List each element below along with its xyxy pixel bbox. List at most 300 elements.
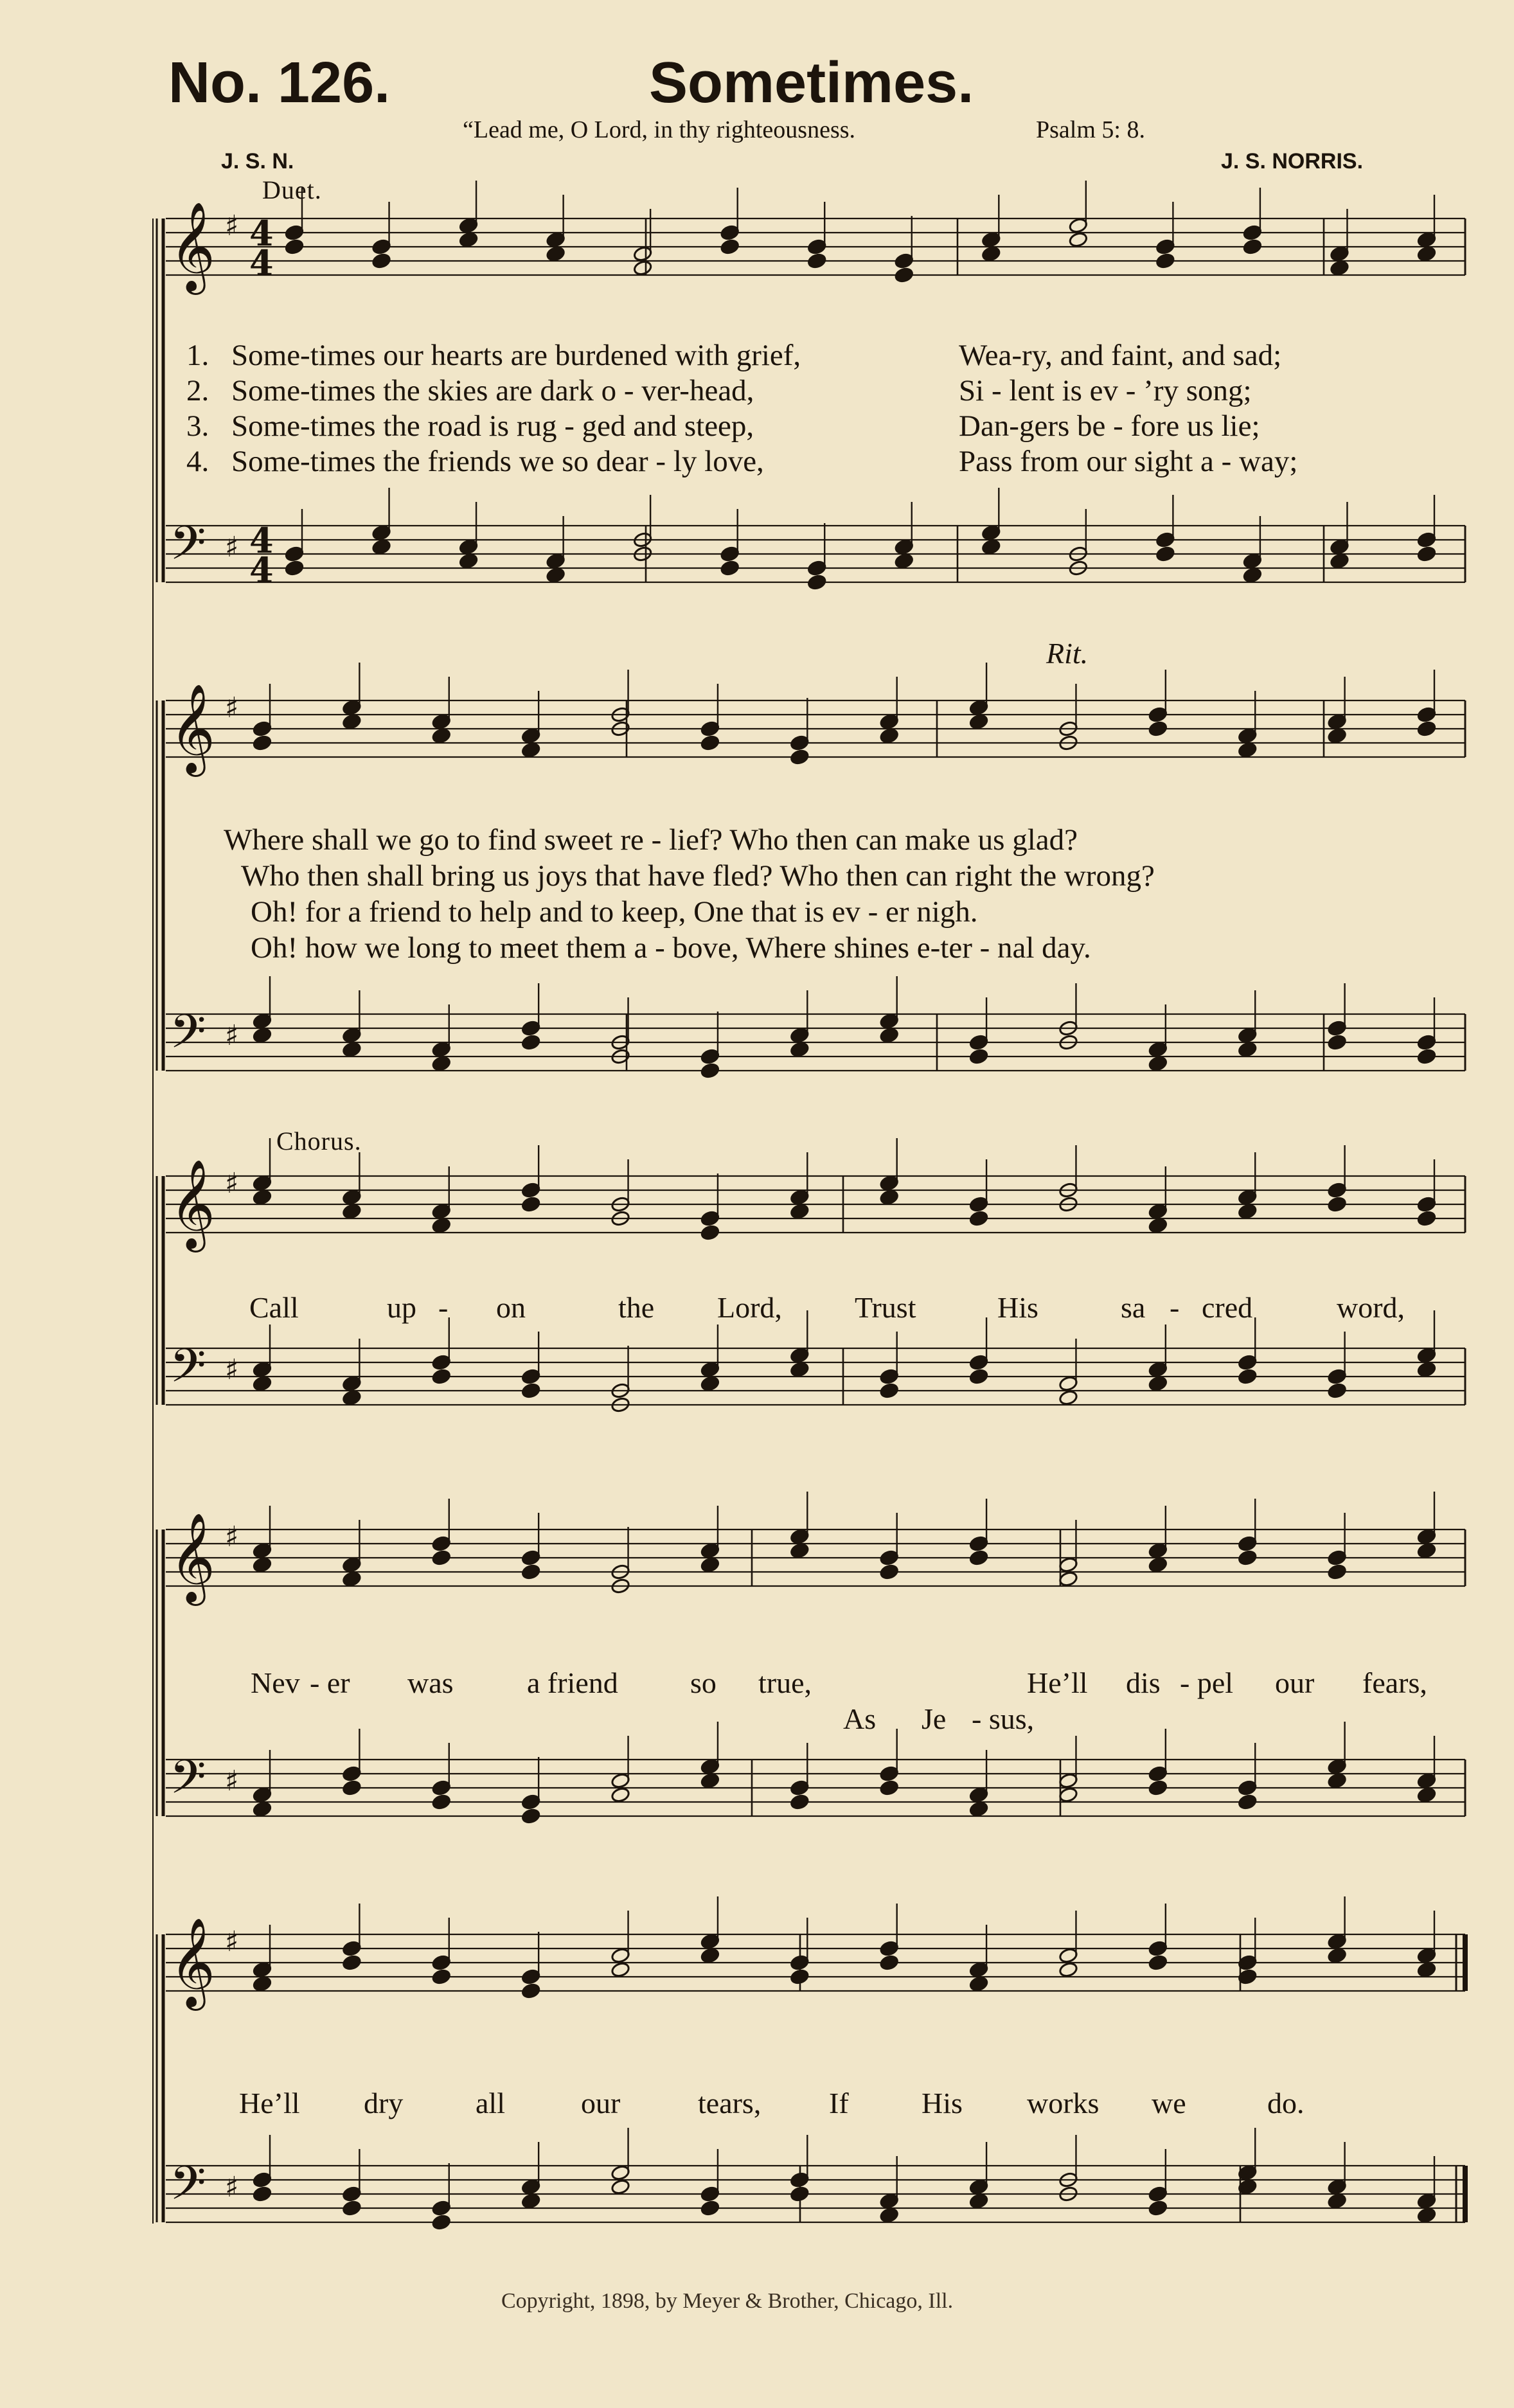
note-head <box>546 567 566 584</box>
note-head <box>700 1361 720 1378</box>
lyric-word: His <box>997 1291 1038 1324</box>
note-head <box>633 260 653 276</box>
note-head <box>253 1787 272 1803</box>
note-head <box>1327 1034 1347 1051</box>
note-head <box>371 238 391 255</box>
note-head <box>1148 1940 1168 1957</box>
note-head <box>1417 2207 1437 2224</box>
note-head <box>1327 1933 1347 1950</box>
note-head <box>807 574 827 591</box>
key-sharp-icon: ♯ <box>225 691 239 724</box>
note-head <box>431 713 451 730</box>
note-head <box>894 539 914 555</box>
note-head <box>1148 1779 1168 1796</box>
note-head <box>969 713 989 730</box>
note-head <box>1243 553 1263 569</box>
note-head <box>459 539 479 555</box>
note-head <box>969 1961 989 1978</box>
note-head <box>1417 1947 1437 1964</box>
note-head <box>431 2214 451 2231</box>
note-head <box>285 238 305 255</box>
note-head <box>1417 245 1437 262</box>
note-head <box>1417 706 1437 723</box>
note-head <box>969 1034 989 1051</box>
note-head <box>610 1947 630 1964</box>
note-head <box>1148 1041 1168 1058</box>
chorus-mark: Chorus. <box>276 1127 362 1155</box>
note-head <box>894 253 914 269</box>
lyric-word: dry <box>364 2087 404 2119</box>
treble-clef-icon: 𝄞 <box>170 1918 215 2007</box>
treble-clef-icon: 𝄞 <box>170 202 215 291</box>
note-head <box>1058 1947 1078 1964</box>
note-head <box>790 1794 810 1810</box>
note-head <box>1417 720 1437 737</box>
note-head <box>521 742 541 758</box>
lyric-word: all <box>476 2087 505 2119</box>
note-head <box>790 1041 810 1058</box>
note-head <box>1327 713 1347 730</box>
note-head <box>1238 1203 1258 1220</box>
lyric-word: Call <box>249 1291 299 1324</box>
scripture-text: “Lead me, O Lord, in thy righteousness. <box>463 116 856 143</box>
verse-line: Si - lent is ev - ’ry song; <box>959 374 1252 407</box>
refrain-line: Oh! for a friend to help and to keep, One that is ev - er nigh. <box>251 895 978 929</box>
note-head <box>790 1203 810 1220</box>
note-head <box>431 2200 451 2216</box>
lyric-word: do. <box>1267 2087 1305 2119</box>
lyric-word: cred <box>1202 1291 1253 1324</box>
note-head <box>720 546 740 562</box>
verse-number: 2. <box>186 374 209 407</box>
note-head <box>1058 1375 1078 1392</box>
note-head <box>700 1224 720 1241</box>
note-head <box>1058 1389 1078 1406</box>
verse-line: Wea-ry, and faint, and sad; <box>959 339 1282 372</box>
note-head <box>879 1564 899 1580</box>
note-head <box>1238 1027 1258 1044</box>
note-head <box>253 1189 272 1206</box>
note-head <box>1243 224 1263 241</box>
note-head <box>521 1564 541 1580</box>
note-head <box>521 1196 541 1213</box>
note-head <box>1058 1772 1078 1789</box>
note-head <box>879 1779 899 1796</box>
note-head <box>879 1765 899 1782</box>
note-head <box>1327 1947 1347 1964</box>
lyric-word: was <box>407 1666 454 1699</box>
note-head <box>879 1549 899 1566</box>
lyric-word: the <box>618 1291 655 1324</box>
note-head <box>342 1375 362 1392</box>
note-head <box>1069 217 1089 234</box>
note-head <box>253 735 272 751</box>
lyric-word: word, <box>1337 1291 1405 1324</box>
note-head <box>1058 1787 1078 1803</box>
note-head <box>790 735 810 751</box>
refrain-line: Who then shall bring us joys that have fled? Who then can right the wrong? <box>241 859 1155 893</box>
lyric-word: He’ll <box>239 2087 300 2119</box>
key-sharp-icon: ♯ <box>225 1765 239 1797</box>
note-head <box>1327 2179 1347 2195</box>
note-head <box>879 727 899 744</box>
note-head <box>1238 1354 1258 1371</box>
note-head <box>969 1354 989 1371</box>
note-head <box>1238 742 1258 758</box>
lyric-word: If <box>829 2087 849 2119</box>
note-head <box>285 560 305 576</box>
note-head <box>790 1542 810 1559</box>
note-head <box>790 1347 810 1364</box>
verse-line: Some-times the skies are dark o - ver-head, <box>231 374 754 407</box>
note-head <box>342 1940 362 1957</box>
note-head <box>790 1968 810 1985</box>
lyric-word: - <box>438 1291 449 1324</box>
note-head <box>431 1535 451 1552</box>
note-head <box>342 1203 362 1220</box>
note-head <box>1238 727 1258 744</box>
note-head <box>253 1961 272 1978</box>
note-head <box>521 1808 541 1824</box>
lyric-word: our <box>1275 1666 1315 1699</box>
note-head <box>1148 1556 1168 1573</box>
note-head <box>790 1027 810 1044</box>
note-head <box>720 238 740 255</box>
verse-line: Dan-gers be - fore us lie; <box>959 409 1260 443</box>
note-head <box>253 1556 272 1573</box>
duet-mark: Duet. <box>262 175 322 204</box>
note-head <box>879 1189 899 1206</box>
note-head <box>1243 567 1263 584</box>
note-head <box>879 1954 899 1971</box>
note-head <box>253 1542 272 1559</box>
note-head <box>981 539 1001 555</box>
key-sharp-icon: ♯ <box>225 2171 239 2204</box>
note-head <box>342 1389 362 1406</box>
note-head <box>969 1975 989 1992</box>
time-signature-icon: 4 <box>249 520 274 561</box>
hymn-title: Sometimes. <box>649 51 974 115</box>
note-head <box>1148 1217 1168 1234</box>
note-head <box>969 1196 989 1213</box>
note-head <box>253 1175 272 1191</box>
copyright-notice: Copyright, 1898, by Meyer & Brother, Chicago, Ill. <box>501 2289 954 2313</box>
lyric-word: our <box>581 2087 621 2119</box>
note-head <box>879 1013 899 1030</box>
note-head <box>1417 546 1437 562</box>
note-head <box>342 1189 362 1206</box>
note-head <box>1327 1196 1347 1213</box>
key-sharp-icon: ♯ <box>225 210 239 242</box>
note-head <box>1155 546 1175 562</box>
lyric-word: on <box>496 1291 526 1324</box>
note-head <box>1327 1368 1347 1385</box>
lyric-word: true, <box>758 1666 812 1699</box>
note-head <box>790 1779 810 1796</box>
note-head <box>700 1758 720 1775</box>
note-head <box>1238 1368 1258 1385</box>
verse-number: 3. <box>186 409 209 443</box>
note-head <box>1069 231 1089 248</box>
note-head <box>879 1027 899 1044</box>
note-head <box>969 1535 989 1552</box>
lyric-word: tears, <box>698 2087 761 2119</box>
note-head <box>342 1556 362 1573</box>
note-head <box>546 245 566 262</box>
note-head <box>700 1048 720 1065</box>
note-head <box>790 1954 810 1971</box>
note-head <box>807 238 827 255</box>
note-head <box>720 560 740 576</box>
note-head <box>1327 1182 1347 1199</box>
note-head <box>1155 238 1175 255</box>
note-head <box>790 1361 810 1378</box>
words-author: J. S. N. <box>221 149 294 174</box>
note-head <box>459 217 479 234</box>
note-head <box>1330 245 1349 262</box>
key-sharp-icon: ♯ <box>225 1925 239 1958</box>
note-head <box>1148 1055 1168 1072</box>
note-head <box>807 253 827 269</box>
note-head <box>431 1203 451 1220</box>
note-head <box>1417 2193 1437 2209</box>
note-head <box>1327 727 1347 744</box>
note-head <box>1417 531 1437 548</box>
note-head <box>1148 1542 1168 1559</box>
note-head <box>342 1765 362 1782</box>
verse-line: Some-times the road is rug - ged and steep, <box>231 409 754 443</box>
note-head <box>1417 1210 1437 1227</box>
note-head <box>253 1975 272 1992</box>
note-head <box>981 524 1001 541</box>
note-head <box>807 560 827 576</box>
note-head <box>1417 1196 1437 1213</box>
note-head <box>879 2193 899 2209</box>
note-head <box>521 1968 541 1985</box>
lyric-word: sa <box>1121 1291 1146 1324</box>
note-head <box>879 1382 899 1399</box>
note-head <box>981 231 1001 248</box>
note-head <box>700 735 720 751</box>
note-head <box>894 267 914 283</box>
note-head <box>342 713 362 730</box>
music-composer: J. S. NORRIS. <box>1221 149 1364 174</box>
note-head <box>969 1787 989 1803</box>
note-head <box>521 727 541 744</box>
note-head <box>1148 2186 1168 2202</box>
note-head <box>431 1954 451 1971</box>
note-head <box>969 1368 989 1385</box>
note-head <box>1148 720 1168 737</box>
bass-clef-icon: 𝄢 <box>170 1004 206 1070</box>
note-head <box>790 1528 810 1545</box>
note-head <box>790 2172 810 2188</box>
note-head <box>285 546 305 562</box>
verse-number: 1. <box>186 339 209 372</box>
note-head <box>1417 1347 1437 1364</box>
verse-number: 4. <box>186 445 209 478</box>
treble-clef-icon: 𝄞 <box>170 1513 215 1602</box>
note-head <box>610 1961 630 1978</box>
note-head <box>431 1368 451 1385</box>
note-head <box>1327 1564 1347 1580</box>
note-head <box>1148 1203 1168 1220</box>
note-head <box>981 245 1001 262</box>
note-head <box>1417 1787 1437 1803</box>
note-head <box>431 1794 451 1810</box>
note-head <box>371 253 391 269</box>
note-head <box>431 1549 451 1566</box>
note-head <box>720 224 740 241</box>
note-head <box>790 1189 810 1206</box>
note-head <box>1417 231 1437 248</box>
note-head <box>1417 1034 1437 1051</box>
note-head <box>521 1382 541 1399</box>
lyric-word: Trust <box>855 1291 916 1324</box>
note-head <box>1238 1779 1258 1796</box>
note-head <box>790 2186 810 2202</box>
note-head <box>371 539 391 555</box>
note-head <box>1058 1556 1078 1573</box>
note-head <box>1327 2193 1347 2209</box>
note-head <box>700 2186 720 2202</box>
note-head <box>1417 1772 1437 1789</box>
refrain-line: Oh! how we long to meet them a - bove, Where shines e-ter - nal day. <box>251 931 1091 965</box>
lyric-word: Nev <box>251 1666 300 1699</box>
lyric-word: Je <box>922 1702 947 1735</box>
bass-clef-icon: 𝄢 <box>170 1338 206 1404</box>
note-head <box>342 2200 362 2216</box>
lyric-word: fears, <box>1362 1666 1427 1699</box>
note-head <box>1243 238 1263 255</box>
lyric-word: - <box>1170 1291 1180 1324</box>
note-head <box>1330 260 1349 276</box>
note-head <box>459 231 479 248</box>
note-head <box>879 2207 899 2224</box>
note-head <box>1417 1961 1437 1978</box>
note-head <box>521 1034 541 1051</box>
scripture-reference: Psalm 5: 8. <box>1036 116 1145 143</box>
note-head <box>700 1772 720 1789</box>
note-head <box>1238 1041 1258 1058</box>
note-head <box>610 2179 630 2195</box>
note-head <box>700 2200 720 2216</box>
note-head <box>1058 1571 1078 1587</box>
note-head <box>253 1801 272 1817</box>
note-head <box>253 720 272 737</box>
note-head <box>700 1947 720 1964</box>
note-head <box>342 1027 362 1044</box>
lyric-word: dis <box>1126 1666 1161 1699</box>
note-head <box>969 2179 989 2195</box>
note-head <box>253 1027 272 1044</box>
key-sharp-icon: ♯ <box>225 1019 239 1052</box>
note-head <box>610 1772 630 1789</box>
note-head <box>342 699 362 716</box>
note-head <box>1148 2200 1168 2216</box>
note-head <box>894 553 914 569</box>
note-head <box>969 2193 989 2209</box>
lyric-word: so <box>690 1666 717 1699</box>
note-head <box>342 1779 362 1796</box>
note-head <box>521 1368 541 1385</box>
note-head <box>253 1375 272 1392</box>
note-head <box>521 1794 541 1810</box>
lyric-word: As <box>843 1702 877 1735</box>
note-head <box>879 1175 899 1191</box>
note-head <box>1330 539 1349 555</box>
note-head <box>1417 1361 1437 1378</box>
note-head <box>700 1375 720 1392</box>
note-head <box>969 1801 989 1817</box>
note-head <box>1417 1542 1437 1559</box>
note-head <box>633 245 653 262</box>
lyric-word: we <box>1152 2087 1186 2119</box>
lyric-word: works <box>1027 2087 1100 2119</box>
note-head <box>342 1954 362 1971</box>
note-head <box>969 699 989 716</box>
hymn-number: No. 126. <box>168 51 391 115</box>
note-head <box>253 1361 272 1378</box>
bass-clef-icon: 𝄢 <box>170 515 206 582</box>
note-head <box>1148 1765 1168 1782</box>
note-head <box>285 224 305 241</box>
note-head <box>521 2193 541 2209</box>
ritardando-mark: Rit. <box>1046 637 1089 670</box>
note-head <box>1327 1772 1347 1789</box>
note-head <box>1238 1535 1258 1552</box>
note-head <box>431 1055 451 1072</box>
treble-clef-icon: 𝄞 <box>170 684 215 773</box>
note-head <box>521 1182 541 1199</box>
note-head <box>969 1549 989 1566</box>
note-head <box>431 1041 451 1058</box>
key-sharp-icon: ♯ <box>225 531 239 564</box>
note-head <box>969 1048 989 1065</box>
note-head <box>700 1542 720 1559</box>
note-head <box>342 1571 362 1587</box>
treble-clef-icon: 𝄞 <box>170 1159 215 1249</box>
note-head <box>1327 1382 1347 1399</box>
note-head <box>431 1354 451 1371</box>
note-head <box>879 1940 899 1957</box>
time-signature-icon: 4 <box>249 242 274 283</box>
note-head <box>700 1210 720 1227</box>
verse-line: Some-times our hearts are burdened with grief, <box>231 339 801 372</box>
note-head <box>1058 1961 1078 1978</box>
note-head <box>1327 1758 1347 1775</box>
lyric-word: - er <box>310 1666 350 1699</box>
time-signature-icon: 4 <box>249 213 274 254</box>
lyric-word: - sus, <box>972 1702 1035 1735</box>
note-head <box>342 1041 362 1058</box>
note-head <box>969 1210 989 1227</box>
lyric-word: Lord, <box>717 1291 782 1324</box>
note-head <box>610 1787 630 1803</box>
note-head <box>1327 1549 1347 1566</box>
note-head <box>253 2172 272 2188</box>
verse-line: Some-times the friends we so dear - ly love, <box>231 445 764 478</box>
time-signature-icon: 4 <box>249 549 274 591</box>
note-head <box>1238 1794 1258 1810</box>
note-head <box>790 749 810 765</box>
note-head <box>431 1779 451 1796</box>
key-sharp-icon: ♯ <box>225 1353 239 1386</box>
note-head <box>1417 1528 1437 1545</box>
note-head <box>253 1013 272 1030</box>
key-sharp-icon: ♯ <box>225 1521 239 1553</box>
note-head <box>546 231 566 248</box>
